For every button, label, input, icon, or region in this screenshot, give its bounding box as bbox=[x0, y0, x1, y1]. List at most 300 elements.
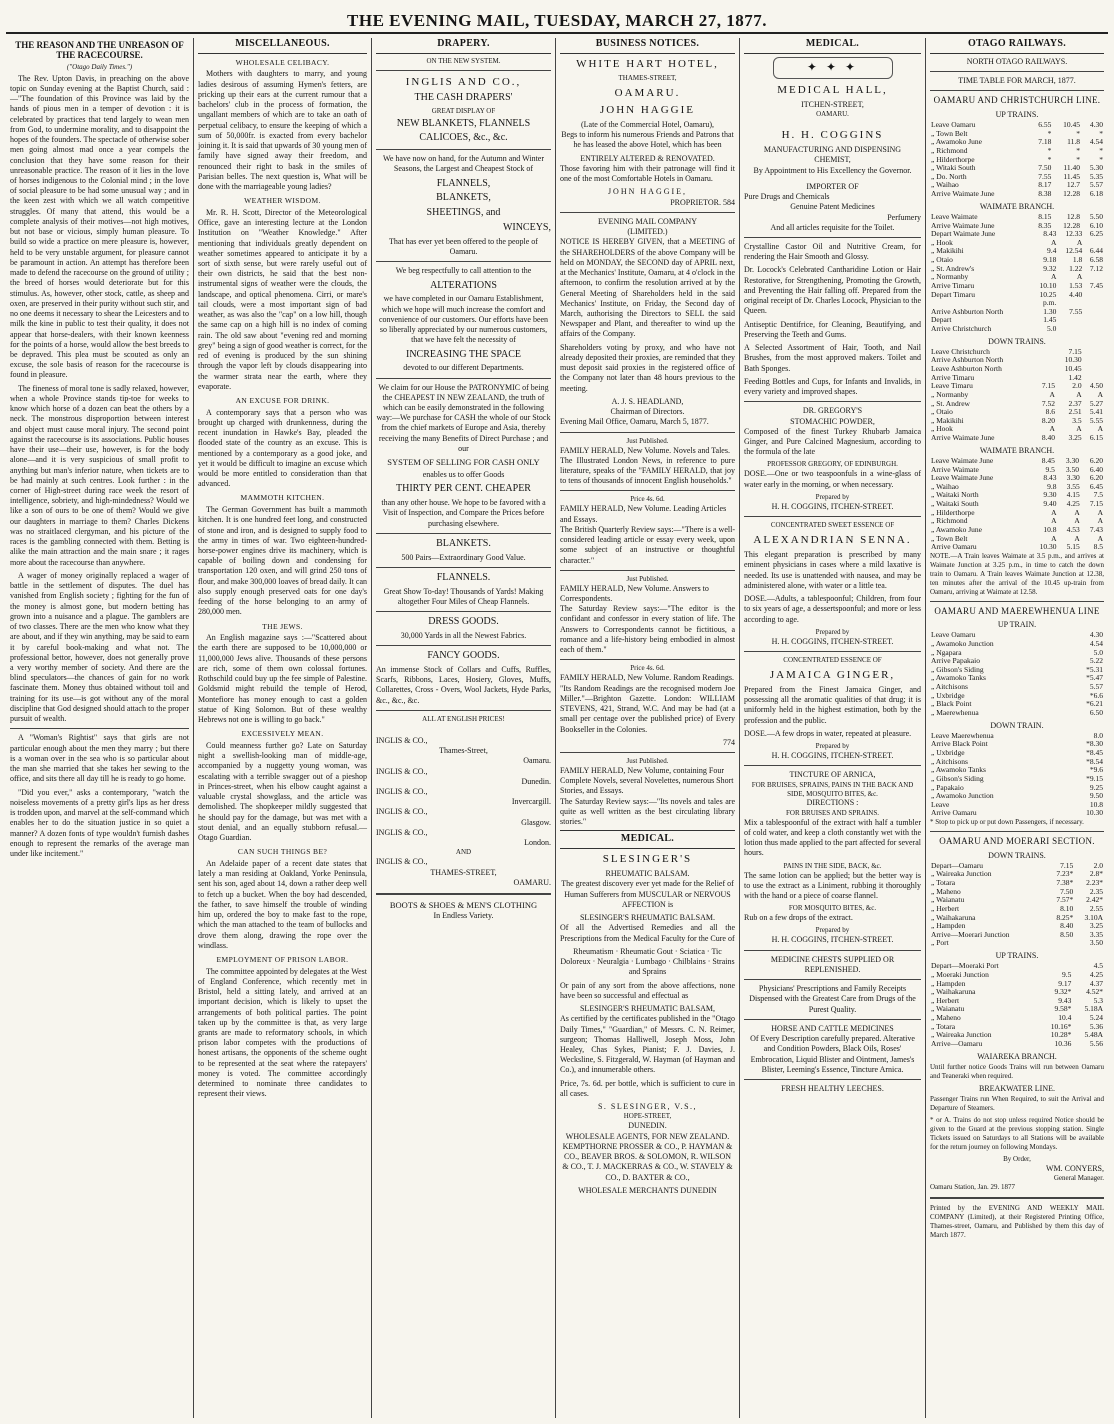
departure-time: * bbox=[1047, 128, 1052, 138]
departure-time: 8.43 bbox=[1043, 229, 1057, 239]
timetable-row bbox=[930, 809, 1104, 818]
article-paragraph: The German Government has built a mammoth kitchen. It is one hundred feet long, and constructed of stone and iron, and is designed to supply food to the army in times of war. Two eighteen-hundred-horse-power engines drive its machinery, which is capable of boiling down and condensing for transportation 120 oxen, and will grind 250 tons of flour, and make 300,000 loaves of bread daily. It can also supply enough preserved oats for one day's feeding of the horse belonging to an army of 280,000 men. bbox=[198, 505, 367, 617]
divider bbox=[930, 1197, 1104, 1199]
ad-text: Rheumatism · Rheumatic Gout · Sciatica · Tic Doloreux · Neuralgia · Lumbago · Chilblains · Strains and Sprains bbox=[560, 946, 735, 977]
article-paragraph: The committee appointed by delegates at the West of England Conference, which recently met in Bristol, held a sitting lately, and arrived at an important decision, which is likely to upset the arrangements of both political parties. The point taken up by the committee is that, as very large grants are made to reformatory schools, in which prison labor competes with the productions of honest artisans, the opponents of the scheme ought to be represented at the seat where the ratepayers' money is voted. The committee accordingly determined to nominate three candidates to represent their views. bbox=[198, 966, 367, 1099]
departure-time: 10.28* bbox=[1050, 1030, 1072, 1040]
departure-time: 12.8 bbox=[1066, 211, 1080, 221]
divider bbox=[744, 651, 921, 652]
timetable-row bbox=[930, 792, 1104, 801]
departure-time: 9.40 bbox=[1043, 499, 1057, 509]
ad-line: Oamaru. bbox=[523, 756, 551, 766]
departure-time: *5.31 bbox=[1086, 664, 1103, 674]
ad-line: THE CASH DRAPERS' bbox=[414, 91, 513, 103]
divider bbox=[744, 516, 921, 517]
article-paragraph: Mr. R. H. Scott, Director of the Meteorological Office, gave an interesting lecture at the London Institution on "Weather Knowledge." After mentioning that individuals greatly dependent on weather sometimes appeared to anticipate it by a sort of sixth sense, but were rarely useful out of their own districts, he said that the best non-instrumental signs of weather were the clouds, the landscape, and optical phenomena. Cirri, or mare's tail clouds, were a most important sign of bad weather, as was also the "cap" on a low hill, though the same cap on a high hill is no index of coming rain. The old saw about "evening red and morning grey" being a sign of good weather is correct, for the red of evening is produced by the sun shining through the vapor left by clouds disappearing into the warmer strata near the earth, where they evaporate. bbox=[198, 207, 367, 391]
ad-text: Great Show To-day! Thousands of Yards! Making altogether Four Miles of Cheap Flannels. bbox=[383, 586, 544, 606]
departure-time: A bbox=[1050, 237, 1057, 247]
divider bbox=[376, 261, 551, 262]
article-paragraph: A "Woman's Rightist" says that girls are not particular enough about the men they marry ; but there is a woman over in the sea who is so particular about the man she married that she takes her sewing to the office, and sits there all day till he is ready to go home. bbox=[10, 733, 189, 784]
station-name: Leave Waimate June bbox=[931, 473, 994, 483]
ad-line: OAMARU. bbox=[513, 877, 551, 887]
departure-time: 9.32 bbox=[1043, 263, 1057, 273]
departure-time: 5.3 bbox=[1093, 995, 1103, 1005]
station-name: „ Waihakaruna bbox=[931, 912, 976, 922]
departure-time: 6.40 bbox=[1089, 464, 1103, 474]
departure-time: A bbox=[1076, 272, 1083, 282]
departure-time: 3.10A bbox=[1084, 912, 1103, 922]
subheading: WEATHER WISDOM. bbox=[244, 196, 321, 206]
note: * or A. Trains do not stop unless required Notice should be given to the Guard at the previous stopping station. Single Tickets issued on Saturdays to all Stations will be available for the return journey on following Mondays. bbox=[930, 1115, 1104, 1151]
ad-line: NORTH OTAGO RAILWAYS. bbox=[966, 56, 1068, 66]
timetable-section: DOWN TRAIN. bbox=[990, 720, 1044, 730]
article-paragraph: The Rev. Upton Davis, in preaching on the above topic on Sunday evening at the Baptist Church, said :—"The foundation of this Province was laid by the hands of pious men in a temper of devotion : it is celebrated by practices that tend largely to wean men from God, to undermine morality, and to disappoint the hopes of the founders. The spectacle of otherwise sober men going almost mad once a year compels the conclusion that they have some reason for their unreasonable practice. The reason of it lies in the love of horses indigenous to the Colonial mind ; in the love of social pleasure to be had some unusual way ; and in the keen zest with which we all watch competitive struggles. Of many that attend, this would be a complete analysis of their motives—not high motives, but not base or vicious, simply human pleasure. To build so wide a practice on mere pleasure is, however, held to be very unstable argument, for pleasure cannot be paramount in action. An attempt has therefore been made to defend the racecourse on the ground of utility ; the breed of horses would deteriorate but for this stimulus. As, however, other stock, cattle, as sheep and oxen, are preserved in their purity without such stir, and no one deems it necessary to shear the Leicesters and to milk the kine in public to test their quality, it does not appear that horse-dealers, with their known keenness for the points of a horse, would allow the best breeds to be depraved. This plea must be scouted as only an excuse, the sole basis of reason for the racecourse is found in pleasure. bbox=[10, 73, 189, 380]
departure-time: A bbox=[1051, 507, 1057, 517]
departure-time: 6.20 bbox=[1089, 473, 1103, 483]
ad-line: INCREASING THE SPACE bbox=[405, 348, 522, 360]
divider bbox=[560, 752, 735, 753]
imprint: Printed by the EVENING AND WEEKLY MAIL COMPANY (Limited), at their Registered Printing Office, Thames-street, Oamaru, and Published by them this day of March 1877. bbox=[930, 1203, 1104, 1239]
departure-time: 3.30 bbox=[1066, 473, 1080, 483]
ad-line: In Endless Variety. bbox=[433, 910, 494, 920]
masthead: THE EVENING MAIL, TUESDAY, MARCH 27, 1877. bbox=[6, 8, 1108, 34]
departure-time: 4.5 bbox=[1093, 961, 1103, 971]
departure-time: 8.15 bbox=[1038, 211, 1052, 221]
ad-line: H. H. COGGINS, ITCHEN-STREET. bbox=[771, 935, 894, 945]
ad-line: FAMILY HERALD, New Volume. Random Readings. bbox=[560, 673, 735, 683]
ad-line: General Manager. bbox=[1053, 1173, 1104, 1182]
departure-time: A bbox=[1074, 533, 1080, 543]
proprietor-label: PROPRIETOR. bbox=[670, 197, 721, 207]
ad-line: CONCENTRATED SWEET ESSENCE OF bbox=[770, 521, 895, 530]
ad-text: Mix a tablespoonful of the extract with half a tumbler of cold water, and keep a cloth constantly wet with the lotion thus made applied to the part affected for several hours. bbox=[744, 817, 921, 858]
column-5 bbox=[740, 38, 926, 1418]
ad-line: ON THE NEW SYSTEM. bbox=[426, 56, 501, 65]
ad-text: Or pain of any sort from the above affections, none have been so successful and effectual as bbox=[560, 980, 735, 1000]
ad-line: Genuine Patent Medicines bbox=[790, 202, 875, 212]
timetable-row bbox=[930, 291, 1104, 300]
station-name: „ Waihakaruna bbox=[931, 987, 976, 997]
station-name: „ Do. North bbox=[931, 171, 967, 181]
departure-time: 9.4 bbox=[1047, 246, 1057, 256]
departure-time: 10.8 bbox=[1043, 524, 1057, 534]
divider bbox=[560, 570, 735, 571]
ad-text: DOSE.—One or two teaspoonfuls in a wine-glass of water early in the morning, or when necessary. bbox=[744, 469, 921, 489]
station-name: Arrive Timaru bbox=[931, 372, 975, 382]
station-name: Arrive Waimate June bbox=[931, 220, 995, 230]
station-name: „ Awamoko June bbox=[931, 524, 982, 534]
divider bbox=[376, 70, 551, 71]
station-name: „ St. Andrew's bbox=[931, 263, 975, 273]
ad-line: ALEXANDRIAN SENNA. bbox=[753, 534, 912, 547]
departure-time bbox=[1083, 365, 1104, 374]
ad-line: INGLIS & CO., bbox=[376, 807, 428, 817]
departure-time bbox=[1035, 348, 1056, 357]
article-paragraph: A contemporary says that a person who was brought up charged with drunkenness, during the recent inundation in Hawke's Bay, pleaded the flooded state of the country as an excuse. This is mentioned by a contemporary as a good joke, and yet it would be difficult to imagine an excuse which would be more entitled to consideration than that advanced. bbox=[198, 407, 367, 489]
departure-time: A bbox=[1051, 516, 1057, 526]
station-name: „ Gibson's Siding bbox=[931, 773, 984, 783]
station-name: Depart—Moeraki Port bbox=[931, 961, 999, 971]
timetable-row bbox=[930, 931, 1104, 940]
ad-text: As certified by the certificates published in the "Otago Daily Times," "Guardian," of Messrs. C. N. Reimer, surgeon; Thomas Halliwell, Joseph Moss, John Healey, Chas Sykes, Pianist; F. J. Davies, J. Wecksline, S. Fitzgerald, W. Hayman (of Hayman and Co.), and innumerable others. bbox=[560, 1014, 735, 1075]
ad-text: The greatest discovery ever yet made for the Relief of Human Sufferers from MUSCULAR or NERVOUS AFFECTION is bbox=[561, 879, 734, 909]
departure-time: 8.38 bbox=[1038, 189, 1052, 199]
ad-line: CONCENTRATED ESSENCE OF bbox=[783, 655, 882, 664]
ad-text: devoted to our different Departments. bbox=[403, 363, 524, 373]
timetable-section: UP TRAIN. bbox=[997, 620, 1037, 630]
departure-time bbox=[1057, 316, 1083, 325]
ad-line: INGLIS & CO., bbox=[376, 857, 428, 867]
departure-time: 9.5 bbox=[1061, 969, 1072, 979]
departure-time: 2.0 bbox=[1072, 381, 1082, 391]
divider bbox=[560, 659, 735, 660]
article-paragraph: The fineness of moral tone is sadly relaxed, however, when a whole Province stands tip-toe for weeks to know which horse of a dozen can beat the others by a neck. The monstrous disproportion between interest and object must cause moral injury. The second point against the racecourse is its associations. Public houses have their use—their use, however, is for the body alone—and it is very suspicious of small profit to anything but man's inferior nature, when tickets are to be had mainly at such centres. Look further : in the corner of High-street during race week the resort of intelligence, sobriety, and high-mindedness? Would we like a son of ours to be one of them? Would we give our daughters in marriage to them? Charles Dickens was no straitlaced clergyman, and his picture of the races is the gambling connected with them. Betting is alike the main attraction and the main snare ; it rages more about the racecourse than anywhere. bbox=[10, 383, 189, 567]
timetable-section: BREAKWATER LINE. bbox=[979, 1083, 1055, 1093]
station-name: Leave bbox=[931, 799, 950, 809]
departure-time: 10.10 bbox=[1039, 280, 1057, 290]
departure-time bbox=[1083, 316, 1104, 325]
departure-time: 10.36 bbox=[1054, 1038, 1072, 1048]
station-name: „ Aitchisons bbox=[931, 756, 968, 766]
departure-time: 1.8 bbox=[1072, 255, 1083, 264]
departure-time bbox=[1083, 356, 1104, 365]
article-source: ("Otago Daily Times.") bbox=[66, 62, 133, 71]
ad-text: we have completed in our Oamaru Establishment, which we hope will much increase the comfort and convenience of our customers. Our efforts have been so liberally appreciated by our numerous customers, that we have felt the necessity of bbox=[378, 294, 549, 345]
departure-time: 7.38* bbox=[1056, 878, 1074, 888]
departure-time: 3.35 bbox=[1089, 929, 1103, 939]
departure-time: 4.30 bbox=[1089, 630, 1103, 640]
departure-time: 1.53 bbox=[1069, 280, 1083, 290]
station-name: Arrive Black Point bbox=[931, 739, 988, 749]
ad-line: Prepared by bbox=[815, 926, 850, 935]
ad-text: Rub on a few drops of the extract. bbox=[744, 913, 853, 923]
departure-time: A bbox=[1076, 389, 1082, 399]
column-heading: MISCELLANEOUS. bbox=[198, 38, 367, 54]
departure-time: 5.24 bbox=[1089, 1013, 1103, 1023]
departure-time: 9.17 bbox=[1058, 978, 1072, 988]
ad-line: BLANKETS. bbox=[436, 537, 491, 549]
ad-line: JOHN HAGGIE bbox=[599, 103, 696, 116]
ad-line: THIRTY PER CENT. CHEAPER bbox=[396, 483, 531, 495]
column-6 bbox=[926, 38, 1108, 1418]
station-name: „ St. Andrew bbox=[931, 398, 970, 408]
ad-line: INGLIS & CO., bbox=[376, 786, 428, 796]
column-3 bbox=[372, 38, 556, 1418]
timetable bbox=[930, 474, 1104, 552]
ad-text: Antiseptic Dentifrice, for Cleaning, Beautifying, and Preserving the Teeth and Gums. bbox=[744, 319, 921, 339]
departure-time: A bbox=[1097, 424, 1103, 434]
departure-time: 7.23* bbox=[1056, 869, 1074, 879]
ad-text: enables us to offer Goods bbox=[422, 470, 505, 480]
station-name: „ Herbert bbox=[931, 995, 960, 1005]
station-name: „ Waihao bbox=[931, 180, 959, 190]
station-name: Leave Oamaru bbox=[931, 120, 976, 130]
station-name: „ Maheno bbox=[931, 886, 961, 896]
ad-line: WHITE HART HOTEL, bbox=[576, 57, 719, 70]
timetable bbox=[930, 732, 1104, 818]
station-name: „ Waireaka Junction bbox=[931, 869, 992, 879]
departure-time: A bbox=[1049, 389, 1055, 399]
station-name: „ Witaki South bbox=[931, 163, 976, 173]
station-name: Leave Waimate June bbox=[931, 455, 994, 465]
ad-line: FAMILY HERALD, New Volume. Answers to Correspondents. bbox=[560, 583, 709, 603]
departure-time: 2.42* bbox=[1086, 895, 1103, 905]
departure-time: 7.50 bbox=[1038, 163, 1052, 173]
departure-time: * bbox=[1099, 154, 1103, 164]
ad-line: Perfumery bbox=[887, 212, 921, 222]
departure-time: *9.6 bbox=[1089, 765, 1103, 775]
ad-line: H. H. COGGINS, ITCHEN-STREET. bbox=[771, 751, 894, 761]
ad-line bbox=[560, 198, 735, 208]
note: Passenger Trains run When Required, to suit the Arrival and Departure of Steamers. bbox=[930, 1094, 1104, 1112]
ad-text: The Saturday Review says:—"The editor is the confidant and confessor in every station of life. The Answers to Correspondents cannot be fictitious, a romance and a life-history being embodied in almost each of them." bbox=[560, 604, 735, 655]
divider bbox=[376, 567, 551, 568]
divider bbox=[930, 71, 1104, 72]
timetable-section: WAIMATE BRANCH. bbox=[979, 445, 1055, 455]
ad-line: FOR MOSQUITO BITES, &c. bbox=[788, 904, 877, 913]
ad-text: 30,000 Yards in all the Newest Fabrics. bbox=[400, 630, 527, 640]
station-name: Leave Timaru bbox=[931, 381, 973, 391]
departure-time: 2.8* bbox=[1089, 869, 1103, 879]
departure-time: 6.10 bbox=[1089, 220, 1103, 230]
timetable-row bbox=[930, 543, 1104, 552]
ad-line: INGLIS & CO., bbox=[376, 827, 428, 837]
timetable-row bbox=[930, 870, 1104, 879]
station-name: Arrive Papakaio bbox=[931, 656, 980, 666]
timetable-section: UP TRAINS. bbox=[995, 109, 1039, 119]
departure-time: 7.50 bbox=[1060, 886, 1074, 896]
ad-line: IMPORTER OF bbox=[806, 181, 859, 191]
departure-time: 2.0 bbox=[1093, 860, 1103, 870]
timetable-row bbox=[930, 434, 1104, 443]
column-4 bbox=[556, 38, 740, 1418]
ad-line: GREAT DISPLAY OF bbox=[431, 106, 496, 115]
station-name: „ Waianatu bbox=[931, 1004, 965, 1014]
departure-time: 7.15 bbox=[1060, 860, 1074, 870]
departure-time: 2.37 bbox=[1068, 398, 1082, 408]
departure-time: 6.50 bbox=[1089, 707, 1103, 717]
departure-time: 12.33 bbox=[1065, 229, 1083, 239]
column-1 bbox=[6, 38, 194, 1418]
departure-time: 5.27 bbox=[1089, 398, 1103, 408]
ad-line: FANCY GOODS. bbox=[427, 650, 500, 662]
section-heading: MEDICAL. bbox=[560, 830, 735, 849]
station-name: Arrive Oamaru bbox=[931, 542, 977, 552]
departure-time: 5.55 bbox=[1089, 415, 1103, 425]
departure-time: 5.22 bbox=[1089, 656, 1103, 666]
ad-line: DR. GREGORY'S bbox=[802, 406, 863, 416]
departure-time: 5.18A bbox=[1084, 1004, 1103, 1014]
ad-text: The Illustrated London News, in reference to pure literature, speaks of the "FAMILY HERALD, that joy to tens of thousands of innocent English households." bbox=[560, 455, 735, 486]
station-name: „ Black Point bbox=[931, 699, 972, 709]
departure-time: 4.54 bbox=[1089, 137, 1103, 147]
station-name: Leave Ashburton North bbox=[931, 364, 1002, 374]
column-heading: OTAGO RAILWAYS. bbox=[930, 38, 1104, 54]
subheading: EXCESSIVELY MEAN. bbox=[241, 729, 324, 739]
departure-time: 10.4 bbox=[1058, 1013, 1072, 1023]
ad-line: Just Published. bbox=[626, 436, 669, 445]
departure-time: 6.25 bbox=[1089, 229, 1103, 239]
divider bbox=[376, 645, 551, 646]
departure-time: *5.47 bbox=[1086, 673, 1103, 683]
note: Until further notice Goods Trains will run between Oamaru and Teaneraki when required. bbox=[930, 1062, 1104, 1080]
ad-line: FAMILY HERALD, New Volume. Novels and Tales. bbox=[560, 445, 730, 455]
departure-time: 8.40 bbox=[1060, 921, 1074, 931]
departure-time bbox=[1083, 308, 1104, 317]
departure-time: 9.50 bbox=[1089, 791, 1103, 801]
timetable-section: WAIAREKA BRANCH. bbox=[977, 1051, 1057, 1061]
column-heading: BUSINESS NOTICES. bbox=[560, 38, 735, 54]
departure-time bbox=[1083, 299, 1104, 308]
ad-text: Feeding Bottles and Cups, for Infants and Invalids, in every variety and improved shapes. bbox=[744, 376, 921, 397]
ad-text: "Its Random Readings are the recognised modern Joe Miller."—Brighton Gazette. London: WILLIAM STEVENS, 421, Strand, W.C. And may be had (at a small per centage over the published price) of Every Bookseller in the Colonies. bbox=[560, 683, 735, 734]
ad-line: ALTERATIONS bbox=[430, 279, 497, 291]
ad-line: SLESINGER'S bbox=[602, 853, 693, 866]
ad-text: That has ever yet been offered to the people of Oamaru. bbox=[389, 236, 538, 257]
station-name: „ Totara bbox=[931, 1021, 956, 1031]
departure-time: 5.50 bbox=[1089, 211, 1103, 221]
departure-time: *8.30 bbox=[1086, 739, 1103, 749]
ad-line: Evening Mail Office, Oamaru, March 5, 1877. bbox=[560, 417, 709, 427]
ad-line: BLANKETS, bbox=[436, 192, 491, 204]
station-name: „ Aitchisons bbox=[931, 682, 968, 692]
station-name: Leave Maerewhenua bbox=[931, 730, 994, 740]
departure-time: 7.52 bbox=[1041, 398, 1055, 408]
ad-line: FLANNELS. bbox=[436, 571, 491, 583]
ad-line: PROFESSOR GREGORY, OF EDINBURGH. bbox=[767, 460, 898, 469]
departure-time: 6.45 bbox=[1089, 481, 1103, 491]
station-name: „ Totara bbox=[931, 878, 956, 888]
station-name: Arrive Waimate bbox=[931, 464, 979, 474]
departure-time: 1.30 bbox=[1043, 306, 1057, 316]
divider bbox=[930, 601, 1104, 602]
divider bbox=[744, 237, 921, 238]
ad-line: FOR BRUISES AND SPRAINS. bbox=[786, 808, 879, 817]
divider bbox=[560, 490, 735, 491]
station-name: Arrive Waimate June bbox=[931, 433, 995, 443]
departure-time: 7.45 bbox=[1089, 280, 1103, 290]
station-name: „ Port bbox=[931, 938, 949, 948]
departure-time: 7.18 bbox=[1038, 137, 1052, 147]
departure-time: 9.30 bbox=[1043, 490, 1057, 500]
departure-time: 6.55 bbox=[1038, 120, 1052, 130]
departure-time: 5.30 bbox=[1089, 163, 1103, 173]
ad-line: ITCHEN-STREET, bbox=[801, 99, 864, 109]
station-name: „ Moeraki Junction bbox=[931, 969, 989, 979]
departure-time: * bbox=[1076, 154, 1080, 164]
station-name: „ Maheno bbox=[931, 1013, 961, 1023]
station-name: Arrive Waimate June bbox=[931, 189, 995, 199]
ad-line: RHEUMATIC BALSAM. bbox=[605, 869, 690, 879]
departure-time bbox=[1083, 348, 1104, 357]
departure-time: 3.25 bbox=[1068, 433, 1082, 443]
station-name: „ Waihao bbox=[931, 481, 959, 491]
departure-time: *9.15 bbox=[1086, 773, 1103, 783]
article-paragraph: A wager of money originally replaced a wager of battle in the settlement of disputes. The duel has vanished from English society ; fighting for the fun of the money is almost gone, but modern betting has grown into a nuisance and a plague. The gamblers are of two classes. There are the men who know what they are about, and if they win anything, may be said to earn it by careful book-making and what not. The professional bettor, however, does not generally prove a very worthy member of society. And there are the blind speculators—the chances of gain for no work fascinate them. Money thus obtained without toil and training for its use—is got without any of the moral discipline that God designed should attach to the proper pursuit of wealth. bbox=[10, 570, 189, 724]
station-name: „ Waitaki South bbox=[931, 499, 979, 509]
timetable-row bbox=[930, 709, 1104, 718]
timetable bbox=[930, 213, 1104, 230]
departure-time: 7.15 bbox=[1068, 346, 1082, 356]
divider bbox=[560, 432, 735, 433]
timetable-row bbox=[930, 939, 1104, 948]
departure-time: 11.8 bbox=[1067, 137, 1080, 147]
timetable-row bbox=[930, 190, 1104, 199]
ad-line: INGLIS & CO., bbox=[376, 735, 428, 745]
departure-time: 6.15 bbox=[1089, 433, 1103, 443]
article-paragraph: An English magazine says :—"Scattered about the earth there are supposed to be 10,000,000 or 11,000,000 Jews alive. Thousands of these persons are rich, some of them own colossal fortunes. Rothschild could buy up the fee simple of Palestine. Goldsmid might rebuild the temple of Herod, Montefiore has money enough to cast a golden statue of King Solomon. But of these wealthy Hebrews not one is willing to go back." bbox=[198, 633, 367, 725]
departure-time: A bbox=[1097, 516, 1103, 526]
departure-time: 10.45 bbox=[1063, 120, 1080, 130]
divider bbox=[744, 401, 921, 402]
departure-time: 4.25 bbox=[1066, 499, 1080, 509]
station-name: „ Awamoko Junction bbox=[931, 791, 994, 801]
ad-text: Dr. Locock's Celebrated Cantharidine Lotion or Hair Restorative, for Strengthening, Promoting the Growth, and Preventing the Hair falling off. Prepared from the original receipt of Dr. Charles Locock, Physician to the Queen. bbox=[744, 265, 921, 316]
ad-line: THAMES-STREET, bbox=[618, 73, 677, 82]
departure-time: 5.41 bbox=[1089, 407, 1103, 417]
departure-time: 4.25 bbox=[1089, 969, 1103, 979]
ad-line: JAMAICA GINGER, bbox=[769, 668, 896, 681]
departure-time: * bbox=[1047, 154, 1052, 164]
ad-line: FLANNELS, bbox=[436, 177, 491, 189]
ad-text: Price, 7s. 6d. per bottle, which is sufficient to cure in all cases. bbox=[560, 1078, 735, 1098]
departure-time: 4.52* bbox=[1086, 987, 1103, 997]
departure-time: 8.20 bbox=[1041, 415, 1055, 425]
departure-time: A bbox=[1097, 507, 1103, 517]
timetable-section: WAIMATE BRANCH. bbox=[979, 201, 1055, 211]
timetable bbox=[930, 121, 1104, 199]
departure-time: 4.37 bbox=[1089, 978, 1103, 988]
departure-time bbox=[1057, 325, 1083, 334]
departure-time: 7.12 bbox=[1089, 263, 1103, 273]
ad-line: THAMES-STREET, bbox=[430, 867, 497, 877]
timetable bbox=[930, 862, 1104, 948]
departure-time: 2.51 bbox=[1068, 407, 1082, 417]
departure-time: A bbox=[1050, 272, 1057, 282]
timetable-heading: OAMARU AND CHRISTCHURCH LINE. bbox=[933, 95, 1101, 106]
ad-line: CALICOES, &c., &c. bbox=[419, 132, 508, 144]
ad-line: Prepared by bbox=[815, 742, 850, 751]
departure-time: 5.57 bbox=[1089, 180, 1103, 190]
station-name: „ Waianatu bbox=[931, 895, 965, 905]
ad-text: We beg respectfully to call attention to the bbox=[395, 266, 532, 276]
ad-line: London. bbox=[524, 838, 551, 848]
departure-time: 12.7 bbox=[1066, 180, 1080, 190]
ad-line: MEDICAL HALL, bbox=[777, 83, 888, 96]
departure-time: 7.15 bbox=[1089, 499, 1103, 509]
departure-time: * bbox=[1047, 145, 1052, 155]
departure-time: 1.45 bbox=[1043, 315, 1057, 325]
station-name: Arrive—Moerari Junction bbox=[931, 929, 1010, 939]
ad-text: Physicians' Prescriptions and Family Receipts Dispensed with the Greatest Care from Drugs of the Purest Quality. bbox=[749, 984, 916, 1014]
station-name: „ Gibson's Siding bbox=[931, 664, 984, 674]
departure-time: 11.45 bbox=[1063, 171, 1080, 181]
station-name: Leave Oamaru bbox=[931, 630, 976, 640]
departure-time: 10.30 bbox=[1039, 542, 1057, 552]
ad-text: 500 Pairs—Extraordinary Good Value. bbox=[401, 552, 526, 562]
departure-time: 10.45 bbox=[1064, 364, 1082, 374]
departure-time: 5.0 bbox=[1093, 647, 1103, 657]
ad-line: Price 4s. 6d. bbox=[630, 495, 665, 504]
subheading: THE JEWS. bbox=[262, 621, 303, 631]
departure-time: 4.53 bbox=[1066, 524, 1080, 534]
timetable bbox=[930, 348, 1104, 443]
ad-text: Of Every Description carefully prepared. Alterative and Condition Powders, Black Oils, Roses' Embrocation, Liquid Blister and Ointment, James's Blister, Leeming's Essence, Tincture Arnica. bbox=[750, 1034, 915, 1074]
station-name: „ Ngapara bbox=[931, 647, 962, 657]
departure-time: 8.6 bbox=[1045, 407, 1055, 417]
column-heading: MEDICAL. bbox=[744, 38, 921, 54]
timetable bbox=[930, 631, 1104, 717]
